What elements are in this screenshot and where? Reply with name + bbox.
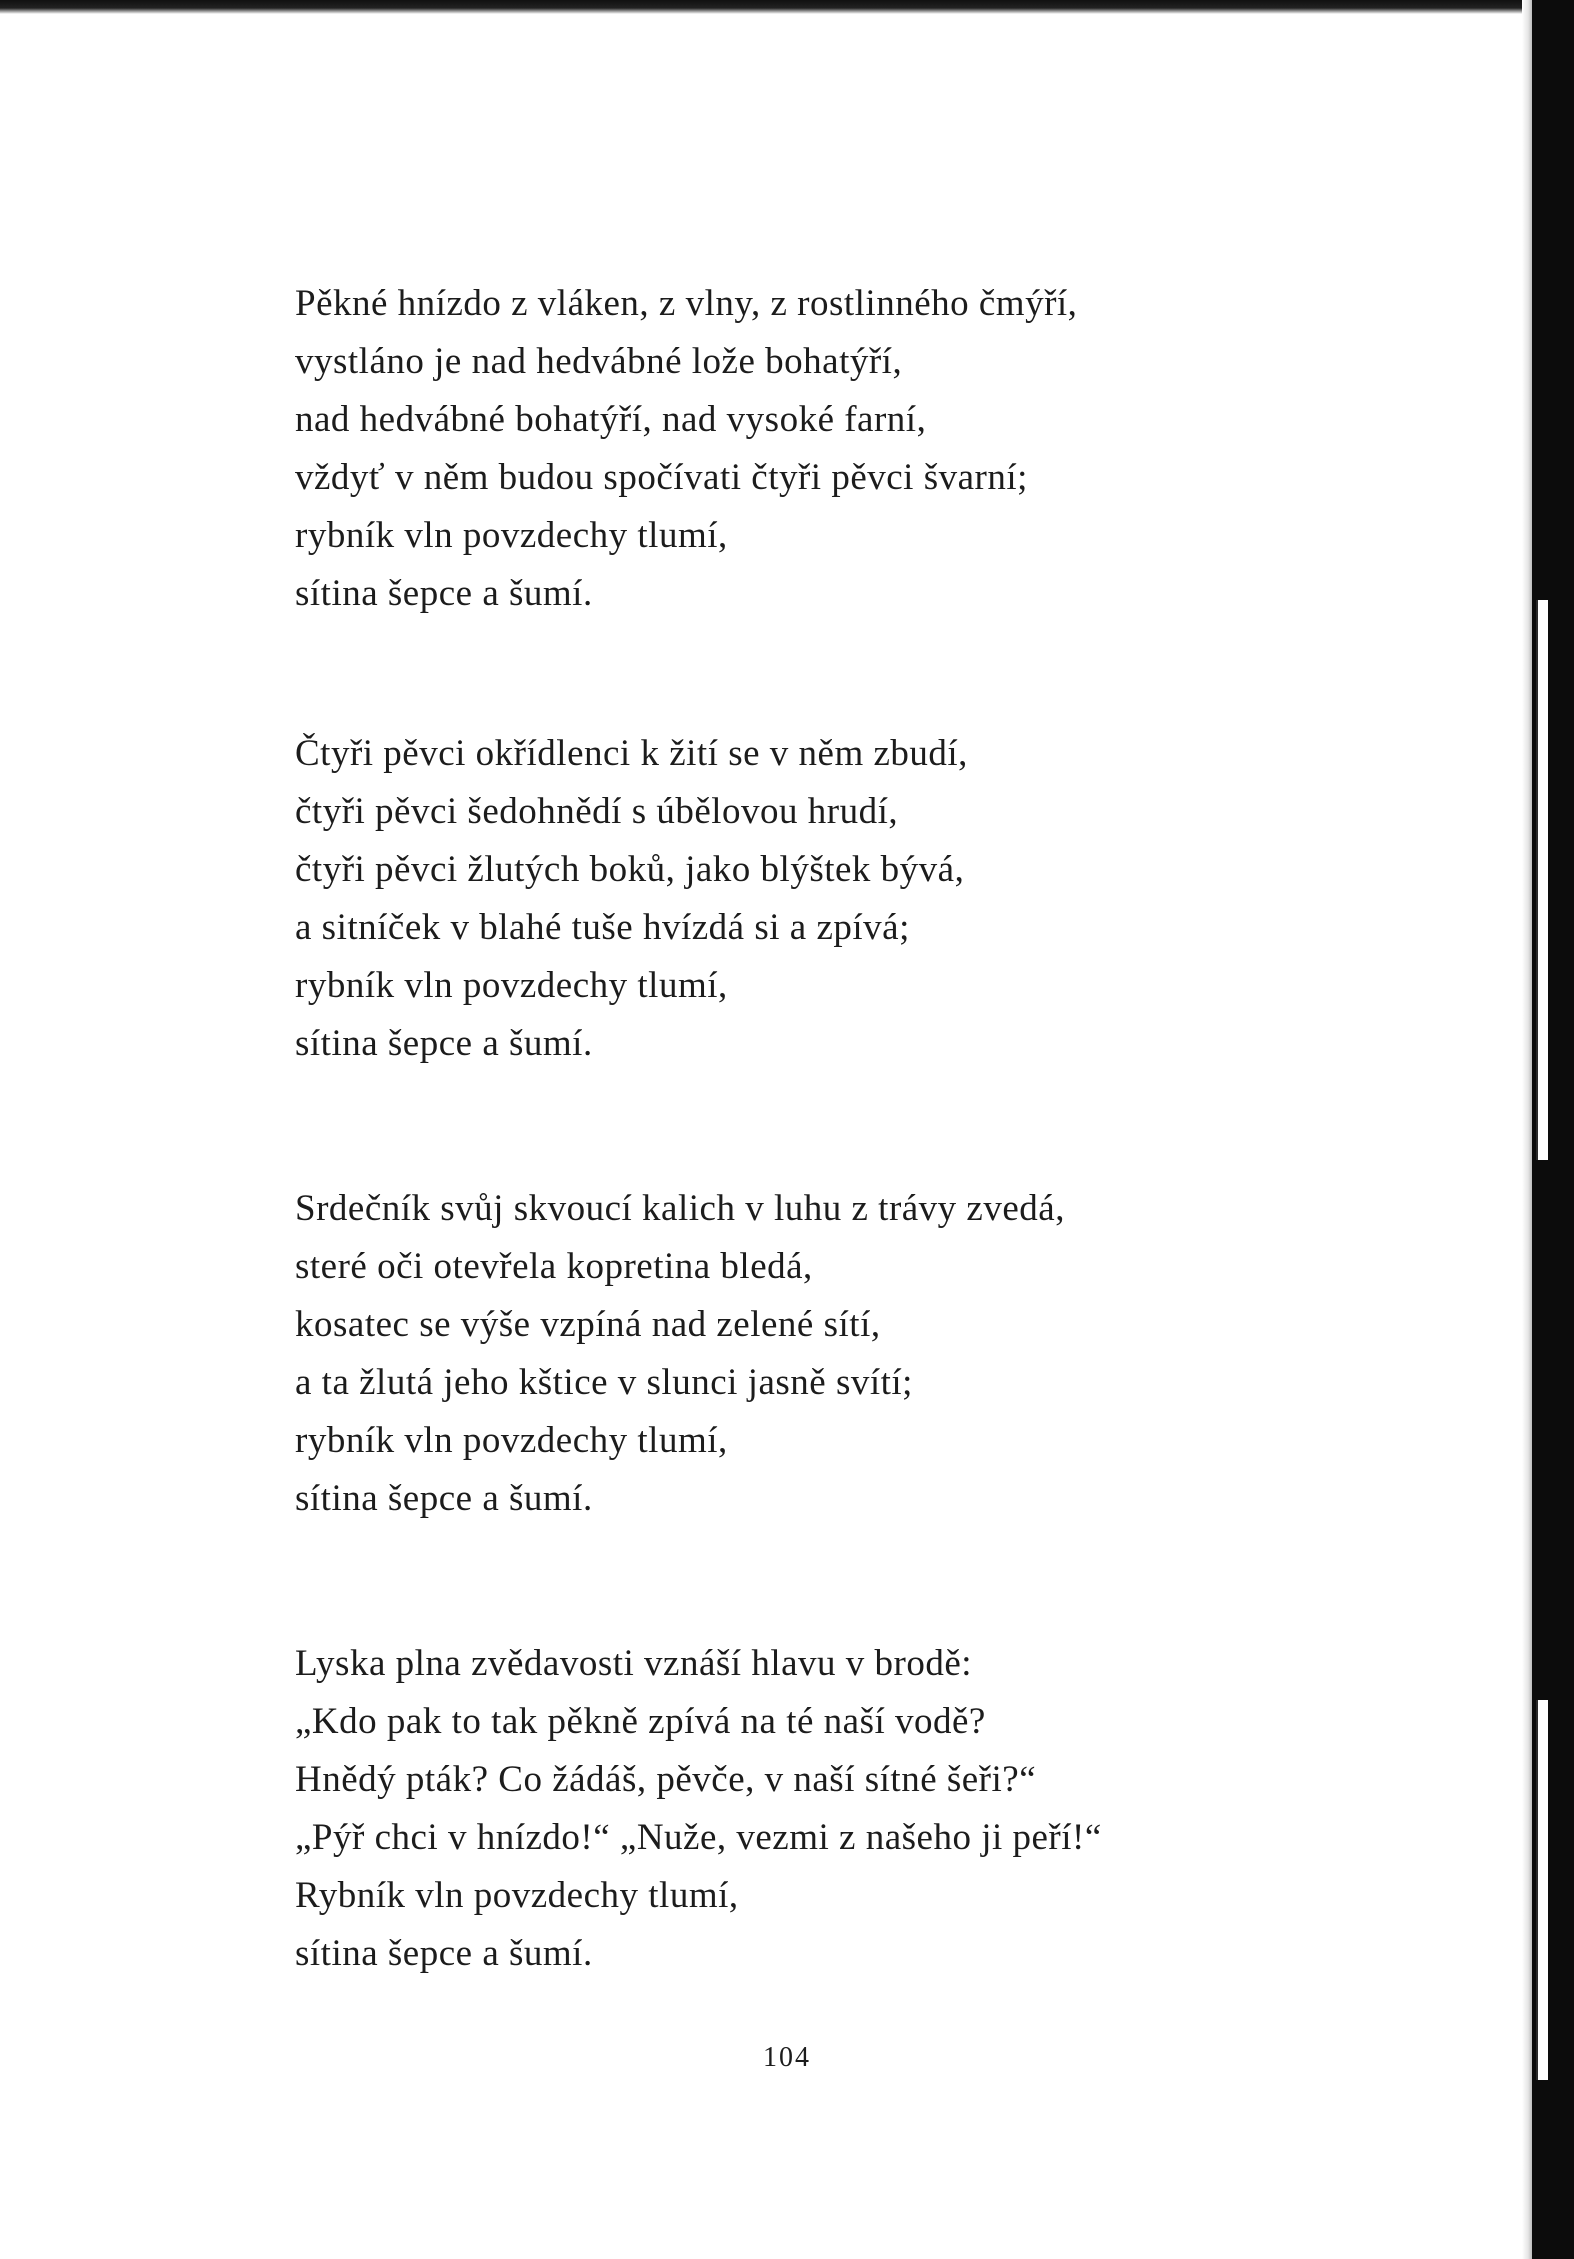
stanza-3 <box>295 1180 1065 1528</box>
poem-line: kosatec se výše vzpíná nad zelené sítí, <box>295 1304 881 1345</box>
poem-line: nad hedvábné bohatýří, nad vysoké farní, <box>295 399 927 440</box>
poem-line: sítina šepce a šumí. <box>295 573 593 614</box>
stanza-4 <box>295 1635 1102 1983</box>
poem-line: Čtyři pěvci okřídlenci k žití se v něm zbudí, <box>295 733 968 774</box>
poem-line: sítina šepce a šumí. <box>295 1023 593 1064</box>
poem-line: čtyři pěvci šedohnědí s úbělovou hrudí, <box>295 791 899 832</box>
poem-line: rybník vln povzdechy tlumí, <box>295 965 728 1006</box>
poem-line: sítina šepce a šumí. <box>295 1478 593 1519</box>
poem-line: Pěkné hnízdo z vláken, z vlny, z rostlinného čmýří, <box>295 283 1078 324</box>
poem-line: rybník vln povzdechy tlumí, <box>295 515 728 556</box>
scan-page-edge-highlight <box>1536 600 1548 1160</box>
poem-line: čtyři pěvci žlutých boků, jako blýštek bývá, <box>295 849 965 890</box>
poem-line: Hnědý pták? Co žádáš, pěvče, v naší sítné šeři?“ <box>295 1759 1037 1800</box>
poem-line: Srdečník svůj skvoucí kalich v luhu z trávy zvedá, <box>295 1188 1065 1229</box>
stanza-2 <box>295 725 968 1073</box>
poem-line: Rybník vln povzdechy tlumí, <box>295 1875 739 1916</box>
poem-line: Lyska plna zvědavosti vznáší hlavu v brodě: <box>295 1643 973 1684</box>
stanza-1 <box>295 275 1077 623</box>
poem-line: vystláno je nad hedvábné lože bohatýří, <box>295 341 903 382</box>
poem-line: „Kdo pak to tak pěkně zpívá na té naší vodě? <box>295 1701 986 1742</box>
poem-line: vždyť v něm budou spočívati čtyři pěvci švarní; <box>295 457 1028 498</box>
scan-top-edge <box>0 0 1574 14</box>
poem-line: rybník vln povzdechy tlumí, <box>295 1420 728 1461</box>
poem-line: a ta žlutá jeho kštice v slunci jasně svítí; <box>295 1362 913 1403</box>
scan-binding-shade <box>1522 0 1532 2259</box>
poem-line: a sitníček v blahé tuše hvízdá si a zpívá; <box>295 907 910 948</box>
page-number: 104 <box>763 2042 811 2073</box>
scan-page-edge-highlight <box>1536 1700 1548 2080</box>
poem-line: „Pýř chci v hnízdo!“ „Nuže, vezmi z našeho ji peří!“ <box>295 1817 1102 1858</box>
poem-line: sítina šepce a šumí. <box>295 1933 593 1974</box>
poem-line: steré oči otevřela kopretina bledá, <box>295 1246 813 1287</box>
